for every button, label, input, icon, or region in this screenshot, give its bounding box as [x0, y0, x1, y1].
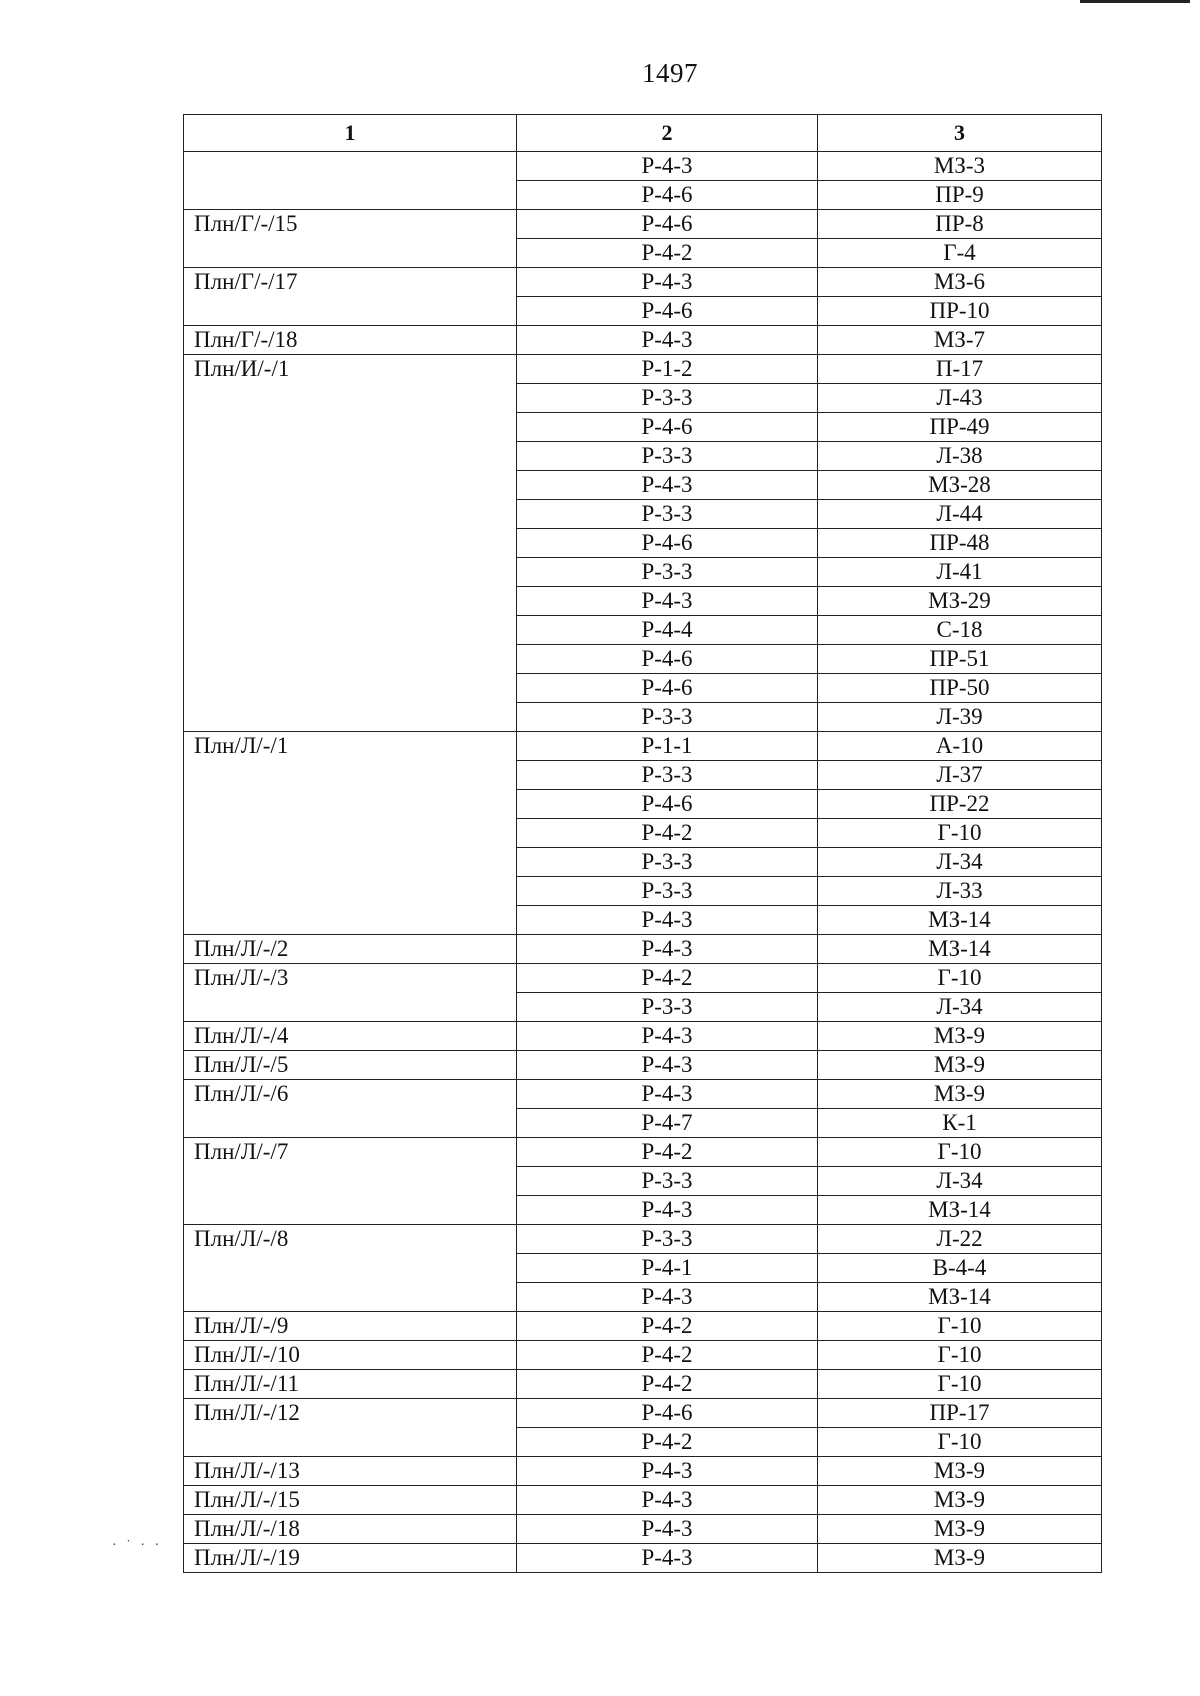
column-header-3: 3 [818, 115, 1102, 152]
cell-designation: Плн/Л/-/1 [184, 732, 517, 935]
cell-code: Р-3-3 [517, 877, 818, 906]
cell-reference: С-18 [818, 616, 1102, 645]
cell-reference: МЗ-14 [818, 1283, 1102, 1312]
table-row [184, 935, 1102, 964]
cell-code: Р-4-3 [517, 587, 818, 616]
cell-reference: МЗ-6 [818, 268, 1102, 297]
cell-reference: МЗ-7 [818, 326, 1102, 355]
cell-code: Р-4-2 [517, 1138, 818, 1167]
cell-code: Р-4-2 [517, 1312, 818, 1341]
cell-code: Р-4-6 [517, 1399, 818, 1428]
cell-reference: ПР-49 [818, 413, 1102, 442]
table-row [184, 1022, 1102, 1051]
cell-designation: Плн/Л/-/2 [184, 935, 517, 964]
cell-code: Р-4-3 [517, 906, 818, 935]
cell-code: Р-3-3 [517, 703, 818, 732]
cell-reference: ПР-48 [818, 529, 1102, 558]
cell-reference: Л-37 [818, 761, 1102, 790]
cell-code: Р-3-3 [517, 761, 818, 790]
cell-reference: МЗ-9 [818, 1051, 1102, 1080]
cell-code: Р-4-3 [517, 1515, 818, 1544]
table-row [184, 1370, 1102, 1399]
cell-reference: ПР-8 [818, 210, 1102, 239]
scan-specks: · ˙ · · [112, 1538, 163, 1553]
cell-reference: Г-10 [818, 819, 1102, 848]
cell-code: Р-4-3 [517, 1080, 818, 1109]
cell-designation: Плн/Л/-/3 [184, 964, 517, 1022]
table-row [184, 268, 1102, 297]
cell-designation: Плн/Л/-/4 [184, 1022, 517, 1051]
cell-code: Р-4-6 [517, 529, 818, 558]
cell-code: Р-3-3 [517, 1167, 818, 1196]
cell-code: Р-3-3 [517, 500, 818, 529]
cell-code: Р-4-3 [517, 471, 818, 500]
column-header-1: 1 [184, 115, 517, 152]
top-rule-line [1080, 0, 1190, 3]
cell-code: Р-4-2 [517, 1370, 818, 1399]
cell-code: Р-1-2 [517, 355, 818, 384]
cell-code: Р-4-6 [517, 790, 818, 819]
cell-reference: В-4-4 [818, 1254, 1102, 1283]
cell-reference: Л-38 [818, 442, 1102, 471]
cell-code: Р-4-6 [517, 645, 818, 674]
cell-reference: МЗ-28 [818, 471, 1102, 500]
table-row [184, 355, 1102, 384]
cell-designation: Плн/Л/-/5 [184, 1051, 517, 1080]
cell-reference: Л-33 [818, 877, 1102, 906]
cell-code: Р-4-3 [517, 326, 818, 355]
cell-reference: П-17 [818, 355, 1102, 384]
cell-code: Р-4-6 [517, 210, 818, 239]
cell-code: Р-1-1 [517, 732, 818, 761]
table-row [184, 210, 1102, 239]
cell-reference: Л-34 [818, 993, 1102, 1022]
cell-designation: Плн/Л/-/6 [184, 1080, 517, 1138]
table-body [184, 152, 1102, 1573]
cell-reference: Л-34 [818, 1167, 1102, 1196]
cell-designation [184, 152, 517, 210]
column-header-2: 2 [517, 115, 818, 152]
cell-designation: Плн/Л/-/18 [184, 1515, 517, 1544]
cell-reference: МЗ-9 [818, 1486, 1102, 1515]
cell-code: Р-4-3 [517, 1544, 818, 1573]
cell-code: Р-4-2 [517, 1428, 818, 1457]
cell-reference: МЗ-14 [818, 906, 1102, 935]
table-header-row [184, 115, 1102, 152]
cell-code: Р-3-3 [517, 848, 818, 877]
cell-designation: Плн/Л/-/7 [184, 1138, 517, 1225]
cell-code: Р-3-3 [517, 442, 818, 471]
cell-code: Р-4-2 [517, 819, 818, 848]
cell-reference: ПР-17 [818, 1399, 1102, 1428]
cell-code: Р-4-3 [517, 1196, 818, 1225]
cell-reference: Г-10 [818, 1138, 1102, 1167]
cell-reference: ПР-9 [818, 181, 1102, 210]
table-row [184, 1486, 1102, 1515]
table-row [184, 1399, 1102, 1428]
table-row [184, 732, 1102, 761]
table-row [184, 1457, 1102, 1486]
cell-code: Р-4-3 [517, 152, 818, 181]
cell-reference: Л-43 [818, 384, 1102, 413]
cell-code: Р-4-1 [517, 1254, 818, 1283]
cell-code: Р-4-6 [517, 181, 818, 210]
table-row [184, 1544, 1102, 1573]
table-row [184, 152, 1102, 181]
cell-reference: МЗ-14 [818, 935, 1102, 964]
cell-reference: ПР-10 [818, 297, 1102, 326]
cell-reference: Г-10 [818, 1428, 1102, 1457]
cell-code: Р-4-2 [517, 239, 818, 268]
cell-reference: Г-10 [818, 1370, 1102, 1399]
cell-designation: Плн/Л/-/19 [184, 1544, 517, 1573]
cell-reference: Л-39 [818, 703, 1102, 732]
table-row [184, 1051, 1102, 1080]
cell-designation: Плн/Л/-/11 [184, 1370, 517, 1399]
table-row [184, 1515, 1102, 1544]
cell-reference: Г-4 [818, 239, 1102, 268]
table-row [184, 964, 1102, 993]
cell-reference: Л-34 [818, 848, 1102, 877]
cell-reference: МЗ-9 [818, 1457, 1102, 1486]
cell-code: Р-4-2 [517, 1341, 818, 1370]
table-row [184, 1312, 1102, 1341]
cell-reference: А-10 [818, 732, 1102, 761]
cell-reference: МЗ-3 [818, 152, 1102, 181]
table-row [184, 1138, 1102, 1167]
cell-reference: К-1 [818, 1109, 1102, 1138]
cell-reference: МЗ-9 [818, 1022, 1102, 1051]
cell-code: Р-4-6 [517, 297, 818, 326]
table-row [184, 1225, 1102, 1254]
cell-code: Р-4-3 [517, 1051, 818, 1080]
table-row [184, 1341, 1102, 1370]
table-row [184, 1080, 1102, 1109]
cell-reference: Л-44 [818, 500, 1102, 529]
cell-designation: Плн/Г/-/15 [184, 210, 517, 268]
data-table [183, 114, 1102, 1573]
cell-code: Р-3-3 [517, 558, 818, 587]
cell-reference: МЗ-9 [818, 1515, 1102, 1544]
cell-code: Р-4-3 [517, 1486, 818, 1515]
cell-code: Р-4-3 [517, 268, 818, 297]
cell-reference: Л-41 [818, 558, 1102, 587]
cell-reference: ПР-22 [818, 790, 1102, 819]
cell-reference: Г-10 [818, 1341, 1102, 1370]
cell-code: Р-3-3 [517, 993, 818, 1022]
cell-designation: Плн/Л/-/15 [184, 1486, 517, 1515]
cell-code: Р-4-3 [517, 1457, 818, 1486]
cell-reference: Г-10 [818, 1312, 1102, 1341]
cell-code: Р-4-2 [517, 964, 818, 993]
cell-reference: МЗ-29 [818, 587, 1102, 616]
cell-designation: Плн/Л/-/12 [184, 1399, 517, 1457]
cell-designation: Плн/Л/-/8 [184, 1225, 517, 1312]
cell-designation: Плн/Г/-/18 [184, 326, 517, 355]
cell-designation: Плн/Л/-/13 [184, 1457, 517, 1486]
cell-reference: ПР-51 [818, 645, 1102, 674]
cell-code: Р-3-3 [517, 1225, 818, 1254]
cell-designation: Плн/Л/-/9 [184, 1312, 517, 1341]
cell-designation: Плн/И/-/1 [184, 355, 517, 732]
cell-reference: МЗ-14 [818, 1196, 1102, 1225]
page-number: 1497 [642, 58, 698, 88]
table-row [184, 326, 1102, 355]
cell-designation: Плн/Г/-/17 [184, 268, 517, 326]
cell-code: Р-3-3 [517, 384, 818, 413]
cell-code: Р-4-3 [517, 935, 818, 964]
cell-code: Р-4-3 [517, 1283, 818, 1312]
cell-code: Р-4-6 [517, 674, 818, 703]
cell-reference: Г-10 [818, 964, 1102, 993]
cell-code: Р-4-7 [517, 1109, 818, 1138]
cell-reference: Л-22 [818, 1225, 1102, 1254]
cell-designation: Плн/Л/-/10 [184, 1341, 517, 1370]
cell-reference: МЗ-9 [818, 1080, 1102, 1109]
cell-code: Р-4-6 [517, 413, 818, 442]
cell-reference: МЗ-9 [818, 1544, 1102, 1573]
cell-code: Р-4-4 [517, 616, 818, 645]
cell-reference: ПР-50 [818, 674, 1102, 703]
cell-code: Р-4-3 [517, 1022, 818, 1051]
